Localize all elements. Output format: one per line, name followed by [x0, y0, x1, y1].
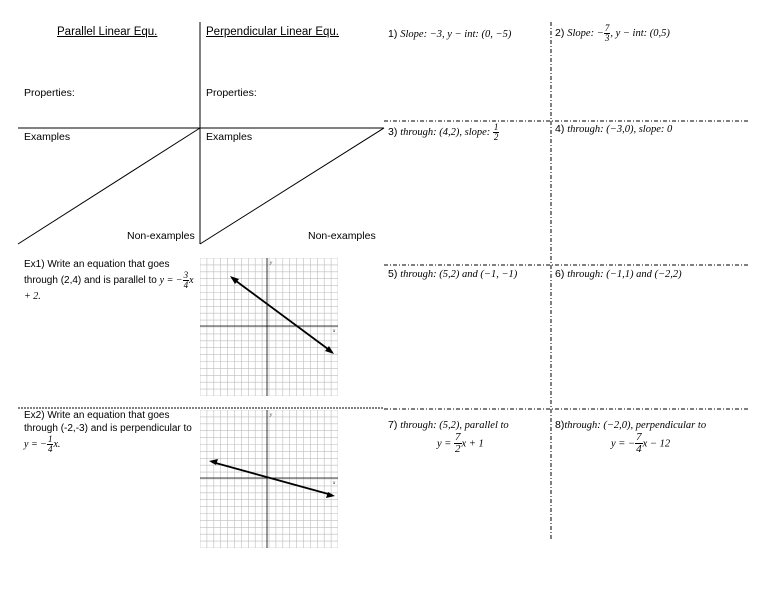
problem-3-prefix: through: (4,2), slope:: [400, 126, 493, 138]
problem-6-number: 6): [555, 268, 565, 280]
perpendicular-diagonal-divider: [200, 128, 384, 244]
parallel-diagonal-divider: [18, 128, 200, 244]
problem-8-frac-den: 4: [636, 443, 642, 455]
problem-4-number: 4): [555, 123, 565, 135]
problem-8-fraction: [635, 432, 643, 455]
ex2-graph: [200, 410, 338, 548]
problem-7-number: 7): [388, 419, 398, 431]
problem-7-frac-num: 7: [455, 431, 461, 443]
ex2-frac-num: 1: [47, 434, 53, 444]
ex2-eq-suffix: x.: [53, 438, 61, 450]
problem-2-frac-num: 7: [604, 23, 610, 33]
problem-5-number: 5): [388, 268, 398, 280]
problem-8-eq-prefix: y = −: [611, 438, 636, 450]
problem-7-fraction: [454, 432, 462, 455]
nonexamples-left-label: Non-examples: [127, 230, 195, 242]
problem-2-text: [567, 23, 670, 43]
problem-4-text: through: (−3,0), slope: 0: [567, 124, 673, 135]
ex1-eq-suffix: x + 2.: [24, 274, 194, 302]
ex2-equation: [24, 434, 61, 454]
problem-7-eq-prefix: y =: [437, 438, 454, 450]
ex2-x-axis-label: x: [333, 481, 336, 486]
ex2-y-axis-label: y: [270, 413, 273, 418]
problem-8-text: through: (−2,0), perpendicular to: [564, 420, 707, 431]
problem-3-frac-den: 2: [493, 132, 499, 142]
ex2-frac-den: 4: [47, 444, 53, 454]
problem-6: [555, 267, 682, 282]
problem-2: [555, 24, 670, 43]
problem-8-eq-suffix: x − 12: [642, 438, 671, 450]
problem-8: [555, 418, 706, 433]
problem-7-text: through: (5,2), parallel to: [400, 420, 509, 431]
problem-3-number: 3): [388, 125, 398, 138]
ex1-frac-den: 4: [183, 280, 189, 290]
ex1-frac-num: 3: [183, 270, 189, 280]
problem-7-frac-den: 2: [455, 443, 461, 455]
properties-right-label: Properties:: [206, 87, 257, 99]
ex1-graph: [200, 258, 338, 396]
problem-2-frac-den: 3: [604, 33, 610, 43]
problem-7-equation: [437, 432, 484, 455]
problem-5-text: through: (5,2) and (−1, −1): [400, 269, 518, 280]
parallel-title: Parallel Linear Equ.: [57, 26, 158, 38]
problem-1-text: Slope: −3, y − int: (0, −5): [400, 29, 512, 40]
ex1-gridlines: [200, 258, 338, 396]
problem-2-number: 2): [555, 26, 565, 39]
ex2-gridlines: [200, 410, 338, 548]
ex2-prompt: [24, 409, 196, 454]
problem-3-fraction: [493, 123, 500, 142]
ex1-x-axis-label: x: [333, 329, 336, 334]
problem-2-suffix: , y − int: (0,5): [610, 27, 670, 39]
problem-7: [388, 418, 509, 433]
ex2-text: Write an equation that goes through (-2,-3) and is perpendicular to: [24, 410, 192, 434]
ex1-prompt: [24, 258, 196, 303]
examples-right-label: Examples: [206, 131, 253, 143]
problem-6-text: through: (−1,1) and (−2,2): [567, 269, 682, 280]
problem-1-number: 1): [388, 28, 398, 40]
problem-5: [388, 267, 517, 282]
ex2-eq-prefix: y = −: [24, 438, 47, 450]
problem-8-equation: [611, 432, 670, 455]
ex1-text: Write an equation that goes through (2,4) and is parallel to: [24, 259, 170, 286]
perpendicular-title: Perpendicular Linear Equ.: [206, 26, 339, 38]
problem-3-text: [400, 122, 499, 142]
problem-4: [555, 122, 672, 137]
problem-7-eq-suffix: x + 1: [461, 438, 484, 450]
examples-left-label: Examples: [24, 131, 71, 143]
ex1-eq-prefix: y = −: [159, 274, 183, 286]
properties-left-label: Properties:: [24, 87, 75, 99]
ex2-line: [212, 462, 332, 495]
problem-2-prefix: Slope: −: [567, 27, 604, 39]
ex1-label: Ex1): [24, 259, 45, 270]
problem-3-frac-num: 1: [493, 122, 499, 132]
problem-8-number: 8): [555, 419, 565, 431]
problem-1: [388, 27, 511, 42]
ex1-y-axis-label: y: [270, 261, 273, 266]
ex2-label: Ex2): [24, 410, 45, 421]
nonexamples-right-label: Non-examples: [308, 230, 376, 242]
problem-8-frac-num: 7: [636, 431, 642, 443]
problem-3: [388, 123, 499, 142]
